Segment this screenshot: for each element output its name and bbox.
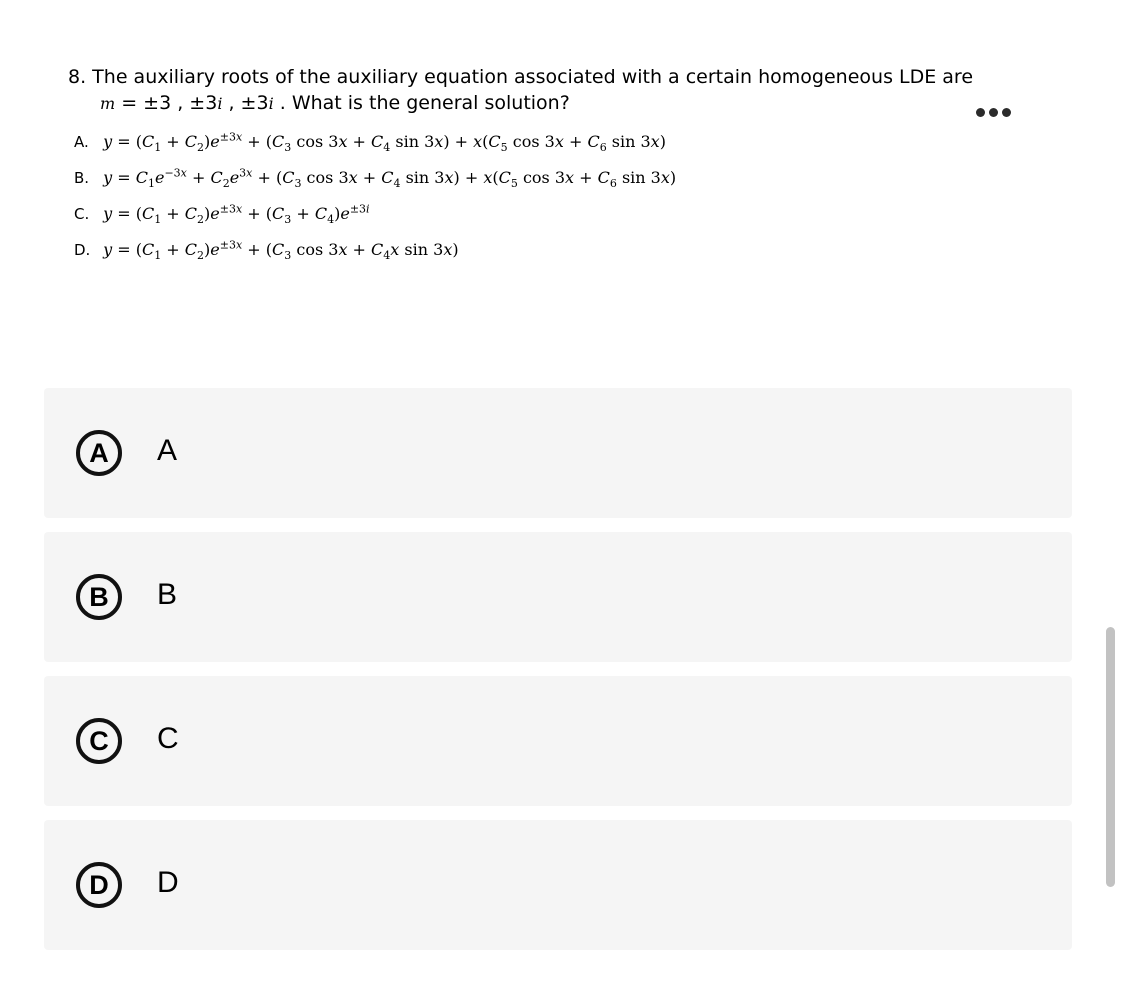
- question-option-b: [74, 164, 676, 195]
- answer-choice-d[interactable]: [44, 820, 1072, 950]
- option-letter: B.: [74, 169, 90, 188]
- more-options-icon[interactable]: [976, 108, 1011, 117]
- option-letter: D.: [74, 241, 91, 260]
- choice-label-a: A: [157, 434, 178, 467]
- question-roots-line: m = ±3 , ±3i , ±3i . What is the general solution?: [100, 92, 570, 114]
- choice-badge-d: D: [76, 862, 122, 908]
- question-card: [44, 40, 1072, 330]
- choice-badge-c: C: [76, 718, 122, 764]
- option-letter: C.: [74, 205, 90, 224]
- option-equation: $y = (C_1 + C_2)e^{\pm 3x} + (C_3$ $\cos 3x + C_4$ $\sin 3x) + x(C_5$ $\cos 3x + C_6$ sin 3x): [103, 131, 666, 155]
- option-equation: $y = (C_1 + C_2)e^{\pm 3x} + (C_3 + C_4)e^{\pm 3i}$: [103, 203, 370, 227]
- option-equation: $y = (C_1 + C_2)e^{\pm 3x} + (C_3$ $\cos 3x + C_4x$ sin 3x): [103, 239, 459, 263]
- choice-label-d: D: [157, 866, 179, 899]
- choice-badge-b: B: [76, 574, 122, 620]
- answer-choice-c[interactable]: [44, 676, 1072, 806]
- option-equation: $y = C_1e^{-3x} + C_2e^{3x} + (C_3$ $\cos 3x + C_4$ $\sin 3x) + x(C_5$ $\cos 3x + C_6$ sin 3x): [103, 167, 677, 191]
- choice-badge-a: A: [76, 430, 122, 476]
- scrollbar-thumb[interactable]: [1106, 627, 1115, 887]
- question-option-a: [74, 128, 666, 159]
- answer-choice-a[interactable]: [44, 388, 1072, 518]
- question-text: 8. The auxiliary roots of the auxiliary equation associated with a certain homogeneous LDE are: [68, 66, 974, 88]
- choice-label-b: B: [157, 578, 178, 611]
- option-letter: A.: [74, 133, 89, 152]
- answer-choice-b[interactable]: [44, 532, 1072, 662]
- question-option-d: [74, 236, 459, 267]
- question-option-c: [74, 200, 370, 231]
- choice-label-c: C: [157, 722, 179, 755]
